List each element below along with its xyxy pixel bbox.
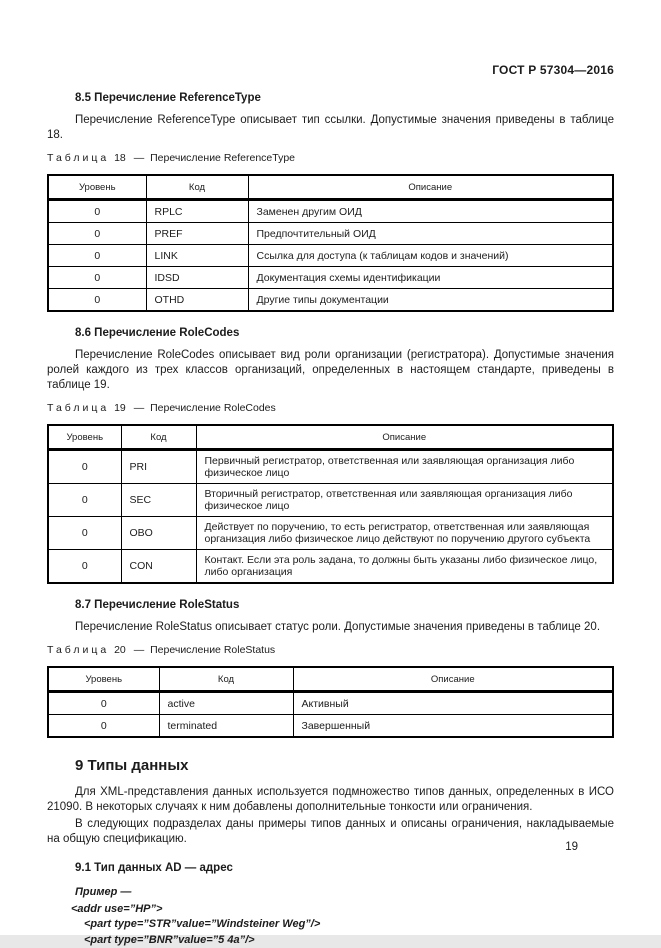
column-header-description: Описание bbox=[196, 425, 613, 450]
table-row bbox=[48, 223, 613, 245]
code-line-addr: <addr use=”HP”> bbox=[71, 902, 614, 918]
table-cell: 0 bbox=[48, 267, 146, 289]
table-cell: active bbox=[159, 692, 293, 715]
paragraph-8-7: Перечисление RoleStatus описывает статус роли. Допустимые значения приведены в таблице 20. bbox=[47, 620, 614, 635]
table-cell: 0 bbox=[48, 223, 146, 245]
code-line-part-str: <part type=”STR”value=”Windsteiner Weg”/> bbox=[84, 917, 614, 933]
table-18-caption bbox=[47, 152, 614, 165]
table-cell: 0 bbox=[48, 484, 121, 517]
heading-8-7: 8.7 Перечисление RoleStatus bbox=[75, 598, 614, 612]
table-cell: Завершенный bbox=[293, 715, 613, 738]
table-row bbox=[48, 550, 613, 584]
code-line-part-bnr: <part type=”BNR”value=”5 4a”/> bbox=[84, 933, 614, 948]
column-header-description: Описание bbox=[248, 175, 613, 200]
table-row bbox=[48, 245, 613, 267]
document-header-title: ГОСТ Р 57304—2016 bbox=[47, 63, 614, 77]
table-caption-word: Таблица bbox=[47, 402, 109, 414]
table-cell: terminated bbox=[159, 715, 293, 738]
table-row bbox=[48, 450, 613, 484]
table-cell: 0 bbox=[48, 245, 146, 267]
example-label: Пример — bbox=[75, 885, 614, 901]
table-row bbox=[48, 200, 613, 223]
table-cell: LINK bbox=[146, 245, 248, 267]
table-caption-word: Таблица bbox=[47, 152, 109, 164]
table-caption-title: Перечисление ReferenceType bbox=[150, 152, 295, 164]
table-cell: Действует по поручению, то есть регистратор, ответственная или заявляющая организация либо физическое лицо действуют по поручению другого субъекта bbox=[196, 517, 613, 550]
table-header-row bbox=[48, 425, 613, 450]
column-header-level: Уровень bbox=[48, 667, 159, 692]
paragraph-8-6: Перечисление RoleCodes описывает вид роли организации (регистратора). Допустимые значения ролей каждого из трех классов организаций, определенных в настоящем стандарте, приведены в таблице 19. bbox=[47, 348, 614, 393]
table-cell: OTHD bbox=[146, 289, 248, 312]
table-caption-dash: — bbox=[134, 402, 145, 414]
table-cell: 0 bbox=[48, 289, 146, 312]
table-cell: SEC bbox=[121, 484, 196, 517]
page-number: 19 bbox=[565, 841, 578, 853]
table-caption-number: 20 bbox=[114, 644, 126, 656]
heading-8-6: 8.6 Перечисление RoleCodes bbox=[75, 326, 614, 340]
table-cell: RPLC bbox=[146, 200, 248, 223]
table-row bbox=[48, 289, 613, 312]
table-row bbox=[48, 715, 613, 738]
table-20-caption bbox=[47, 644, 614, 657]
column-header-level: Уровень bbox=[48, 175, 146, 200]
paragraph-8-5: Перечисление ReferenceType описывает тип ссылки. Допустимые значения приведены в таблице 18. bbox=[47, 113, 614, 143]
table-row bbox=[48, 692, 613, 715]
column-header-description: Описание bbox=[293, 667, 613, 692]
table-cell: IDSD bbox=[146, 267, 248, 289]
table-cell: Контакт. Если эта роль задана, то должны быть указаны либо физическое лицо, либо организация bbox=[196, 550, 613, 584]
column-header-code: Код bbox=[121, 425, 196, 450]
table-caption-title: Перечисление RoleCodes bbox=[150, 402, 276, 414]
table-20-role-status bbox=[47, 666, 614, 738]
table-cell: 0 bbox=[48, 517, 121, 550]
table-row bbox=[48, 267, 613, 289]
table-row bbox=[48, 517, 613, 550]
table-19-caption bbox=[47, 402, 614, 415]
table-19-role-codes bbox=[47, 424, 614, 584]
table-cell: Предпочтительный ОИД bbox=[248, 223, 613, 245]
heading-9-1: 9.1 Тип данных AD — адрес bbox=[75, 861, 614, 875]
table-header-row bbox=[48, 667, 613, 692]
table-cell: PREF bbox=[146, 223, 248, 245]
table-18-reference-type bbox=[47, 174, 614, 312]
example-block bbox=[47, 885, 614, 948]
table-cell: Другие типы документации bbox=[248, 289, 613, 312]
table-caption-dash: — bbox=[134, 644, 145, 656]
paragraph-9-1: Для XML-представления данных используется подмножество типов данных, определенных в ИСО 21090. В некоторых случаях к ним добавлены дополнительные тонкости или ограничения. bbox=[47, 785, 614, 815]
table-cell: Вторичный регистратор, ответственная или заявляющая организация либо физическое лицо bbox=[196, 484, 613, 517]
table-cell: 0 bbox=[48, 715, 159, 738]
table-header-row bbox=[48, 175, 613, 200]
table-cell: Заменен другим ОИД bbox=[248, 200, 613, 223]
table-cell: Документация схемы идентификации bbox=[248, 267, 613, 289]
table-caption-word: Таблица bbox=[47, 644, 109, 656]
column-header-code: Код bbox=[146, 175, 248, 200]
column-header-code: Код bbox=[159, 667, 293, 692]
heading-9: 9 Типы данных bbox=[75, 757, 614, 775]
table-cell: 0 bbox=[48, 550, 121, 584]
table-caption-title: Перечисление RoleStatus bbox=[150, 644, 275, 656]
table-cell: Ссылка для доступа (к таблицам кодов и значений) bbox=[248, 245, 613, 267]
table-cell: PRI bbox=[121, 450, 196, 484]
table-row bbox=[48, 484, 613, 517]
table-cell: Активный bbox=[293, 692, 613, 715]
paragraph-9-2: В следующих подразделах даны примеры типов данных и описаны ограничения, накладываемые на общую спецификацию. bbox=[47, 817, 614, 847]
table-caption-dash: — bbox=[134, 152, 145, 164]
table-cell: 0 bbox=[48, 450, 121, 484]
table-caption-number: 18 bbox=[114, 152, 126, 164]
table-cell: OBO bbox=[121, 517, 196, 550]
table-caption-number: 19 bbox=[114, 402, 126, 414]
table-cell: CON bbox=[121, 550, 196, 584]
table-cell: Первичный регистратор, ответственная или заявляющая организация либо физическое лицо bbox=[196, 450, 613, 484]
table-cell: 0 bbox=[48, 200, 146, 223]
table-cell: 0 bbox=[48, 692, 159, 715]
heading-8-5: 8.5 Перечисление ReferenceType bbox=[75, 91, 614, 105]
column-header-level: Уровень bbox=[48, 425, 121, 450]
